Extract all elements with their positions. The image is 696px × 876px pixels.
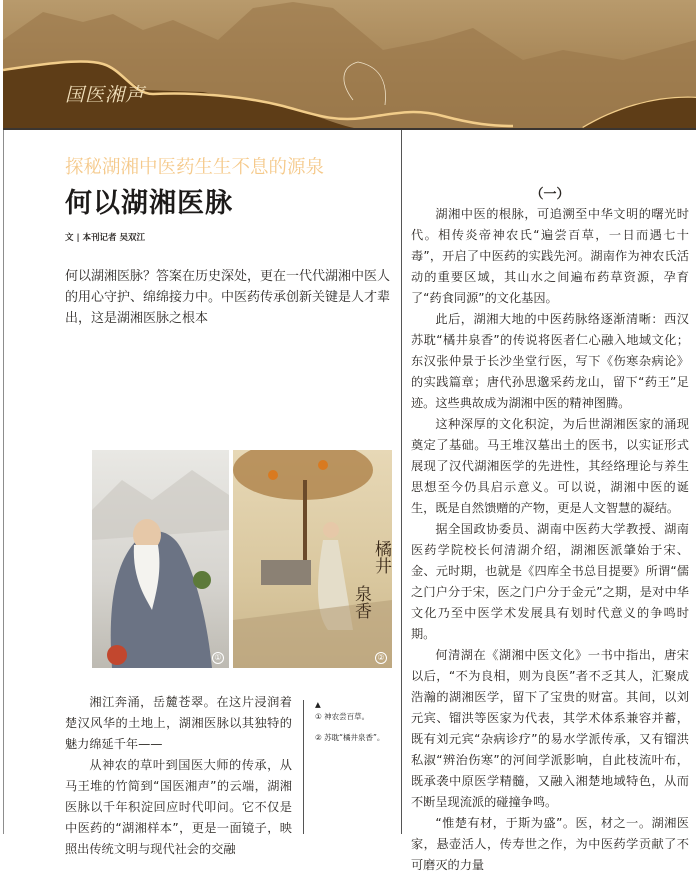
column-name-logo: 国医湘声 <box>65 84 146 106</box>
caption-divider <box>303 700 304 834</box>
body-paragraph: 从神农的草叶到国医大师的传承，从马王堆的竹简到“国医湘声”的云端，湖湘医脉以千年积淀回应时代叩问。它不仅是中医药的“湖湘样本”，更是一面镜子，映照出传统文明与现代社会的交融 <box>65 758 292 856</box>
article-kicker: 探秘湖湘中医药生生不息的源泉 <box>65 157 325 178</box>
svg-text:橘井: 橘井 <box>371 540 391 574</box>
column-banner <box>3 0 696 128</box>
body-paragraph: 此后，湖湘大地的中医药脉络逐渐清晰：西汉苏耽“橘井泉香”的传说将医者仁心融入地域文化；东汉张仲景于长沙坐堂行医，写下《伤寒杂病论》的实践篇章；唐代孙思邈采药龙山，留下“药王”足迹。这些典故成为湖湘中医的精神图腾。 <box>411 312 689 410</box>
figure-captions <box>315 700 384 753</box>
body-paragraph: 这种深厚的文化积淀，为后世湖湘医家的涌现奠定了基础。马王堆汉墓出土的医书，以实证形式展现了汉代湖湘医学的先进性，其经络理论与养生思想至今仍具启示意义。可以说，湖湘中医的诞生，既是自然馈赠的产物，更是人文智慧的凝结。 <box>411 417 689 515</box>
body-paragraph: 何清湖在《湖湘中医文化》一书中指出，唐宋以后，“不为良相，则为良医”者不乏其人，汇聚成浩瀚的湖湘医学，留下了宝贵的财富。其间，以刘元宾、镏洪等医家为代表，其学术体系兼容并蓄，既有刘元宾“杂病诊疗”的易水学派传承，又有镏洪私淑“辨治伤寒”的河间学派影响，自此枝流叶布，既承袭中原医学精髓，又融入湘楚地域特色，从而不断呈现流派的碰撞争鸣。 <box>411 648 689 809</box>
figure-number-1: ① <box>212 652 224 664</box>
lead-paragraph: 何以湖湘医脉？答案在历史深处，更在一代代湖湘中医人的用心守护、绵绵接力中。中医药传承创新关键是人才辈出，这是湖湘医脉之根本 <box>65 269 391 326</box>
caption-2: ② 苏耽“橘井泉香”。 <box>315 733 385 742</box>
byline: 文 | 本刊记者 吴双江 <box>65 233 145 243</box>
right-body-text <box>411 186 689 876</box>
shennong-painting <box>92 450 229 668</box>
caption-1: ① 神农尝百草。 <box>315 712 370 721</box>
body-paragraph: “惟楚有材，于斯为盛”。医，材之一。湖湘医家，悬壶活人，传寿世之作，为中医药学贡献了不可磨灭的力量 <box>411 816 689 872</box>
figure-number-2: ② <box>375 652 387 664</box>
caption-marker: ▲ <box>315 700 321 709</box>
body-paragraph: 据全国政协委员、湖南中医药大学教授、湖南医药学院校长何清湖介绍，湖湘医派肇始于宋、金、元时期，也就是《四库全书总目提要》所谓“儒之门户分于宋，医之门户分于金元”之期，是对中华文化乃至中医学术发展具有划时代意义的争鸣时期。 <box>411 522 689 641</box>
body-paragraph: 湖湘中医的根脉，可追溯至中华文明的曙光时代。相传炎帝神农氏“遍尝百草，一日而遇七十毒”，开启了中医药的实践先河。湖南作为神农氏活动的重要区域，其山水之间遍布药草资源，孕育了“药食同源”的文化基因。 <box>411 207 689 305</box>
article-title: 何以湖湘医脉 <box>65 188 233 219</box>
sudan-orange-well-painting <box>233 450 392 668</box>
mountain-landscape-illustration <box>3 0 696 128</box>
svg-text:泉香: 泉香 <box>351 585 371 619</box>
section-heading: （一） <box>530 187 570 202</box>
column-divider <box>401 130 402 834</box>
header-rule <box>3 128 696 130</box>
left-body-text <box>65 692 292 860</box>
body-paragraph: 湘江奔涌，岳麓苍翠。在这片浸润着楚汉风华的土地上，湖湘医脉以其独特的魅力绵延千年—— <box>65 695 292 751</box>
